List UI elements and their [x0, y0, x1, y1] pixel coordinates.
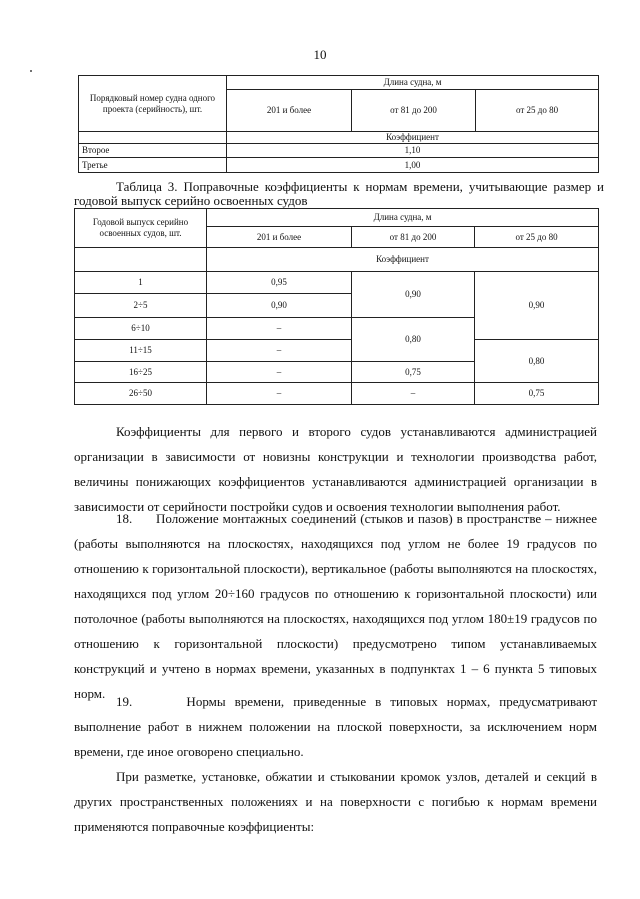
- col-header: от 81 до 200: [352, 90, 476, 132]
- table-ship-order: [78, 75, 599, 173]
- row-label: 6÷10: [75, 318, 207, 340]
- cell-value: –: [207, 318, 352, 340]
- cell-value: 0,95: [207, 272, 352, 294]
- scan-speck: [30, 70, 32, 72]
- col-header: от 81 до 200: [352, 227, 475, 248]
- cell-value: –: [207, 340, 352, 362]
- paragraph-correction: При разметке, установке, обжатии и стыковании кромок узлов, деталей и секций в других пространственных положениях и на поверхности с погибью к нормам времени применяются поправочные коэффициенты:: [74, 769, 597, 834]
- cell-value: 0,80: [352, 318, 475, 362]
- header-length: Длина судна, м: [227, 76, 599, 90]
- header-coef: Коэффициент: [227, 132, 599, 144]
- row-value: 1,10: [227, 144, 599, 158]
- paragraph-coefficients: Коэффициенты для первого и второго судов устанавливаются администрацией организации в зависимости от новизны конструкции и технологии производства работ, величины понижающих коэффициентов устанавливаются администрацией организации в зависимости от серийности постройки судов и освоения технологии выполнения работ.: [74, 424, 597, 514]
- cell-value: –: [352, 383, 475, 405]
- row-label: 2÷5: [75, 294, 207, 318]
- cell-value: –: [207, 383, 352, 405]
- col-header: 201 и более: [207, 227, 352, 248]
- table-3: [74, 208, 599, 405]
- table3-caption: Таблица 3. Поправочные коэффициенты к нормам времени, учитывающие размер и годовой выпуск серийно освоенных судов: [74, 179, 604, 208]
- row-label: Второе: [79, 144, 227, 158]
- cell-value: 0,90: [352, 272, 475, 318]
- cell-value: 0,75: [352, 362, 475, 383]
- paragraph-19: 19. Нормы времени, приведенные в типовых нормах, предусматривают выполнение работ в нижнем положении на плоской поверхности, за исключением норм времени, где иное оговорено специально.: [74, 694, 597, 759]
- row-value: 1,00: [227, 158, 599, 173]
- row-label: 1: [75, 272, 207, 294]
- row-label: Третье: [79, 158, 227, 173]
- cell-value: 0,80: [475, 340, 599, 383]
- col-header: от 25 до 80: [475, 227, 599, 248]
- cell-value: 0,90: [475, 272, 599, 340]
- page-number: 10: [313, 47, 327, 62]
- cell-value: 0,75: [475, 383, 599, 405]
- row-label: 26÷50: [75, 383, 207, 405]
- col-header: 201 и более: [227, 90, 352, 132]
- cell-value: –: [207, 362, 352, 383]
- row-label: 16÷25: [75, 362, 207, 383]
- header-ship-order: Порядковый номер судна одного проекта (серийность), шт.: [79, 76, 227, 132]
- cell-value: 0,90: [207, 294, 352, 318]
- header-annual-output: Годовой выпуск серийно освоенных судов, шт.: [75, 209, 207, 248]
- header-coef: Коэффициент: [207, 248, 599, 272]
- row-label: 11÷15: [75, 340, 207, 362]
- col-header: от 25 до 80: [476, 90, 599, 132]
- header-length: Длина судна, м: [207, 209, 599, 227]
- paragraph-18: 18. Положение монтажных соединений (стыков и пазов) в пространстве – нижнее (работы выполняются на плоскостях, находящихся под углом не более 19 градусов по отношению к горизонтальной плоскости), вертикальное (работы выполняются на плоскостях, находящихся под углом 20÷160 градусов по отношению к горизонтальной плоскости) или потолочное (работы выполняются на плоскостях, находящихся под углом 180±19 градусов по отношению к горизонтальной плоскости) предусмотрено типом устанавливаемых конструкций и учтено в нормах времени, указанных в подпунктах 1 – 6 пункта 5 типовых норм.: [74, 511, 597, 701]
